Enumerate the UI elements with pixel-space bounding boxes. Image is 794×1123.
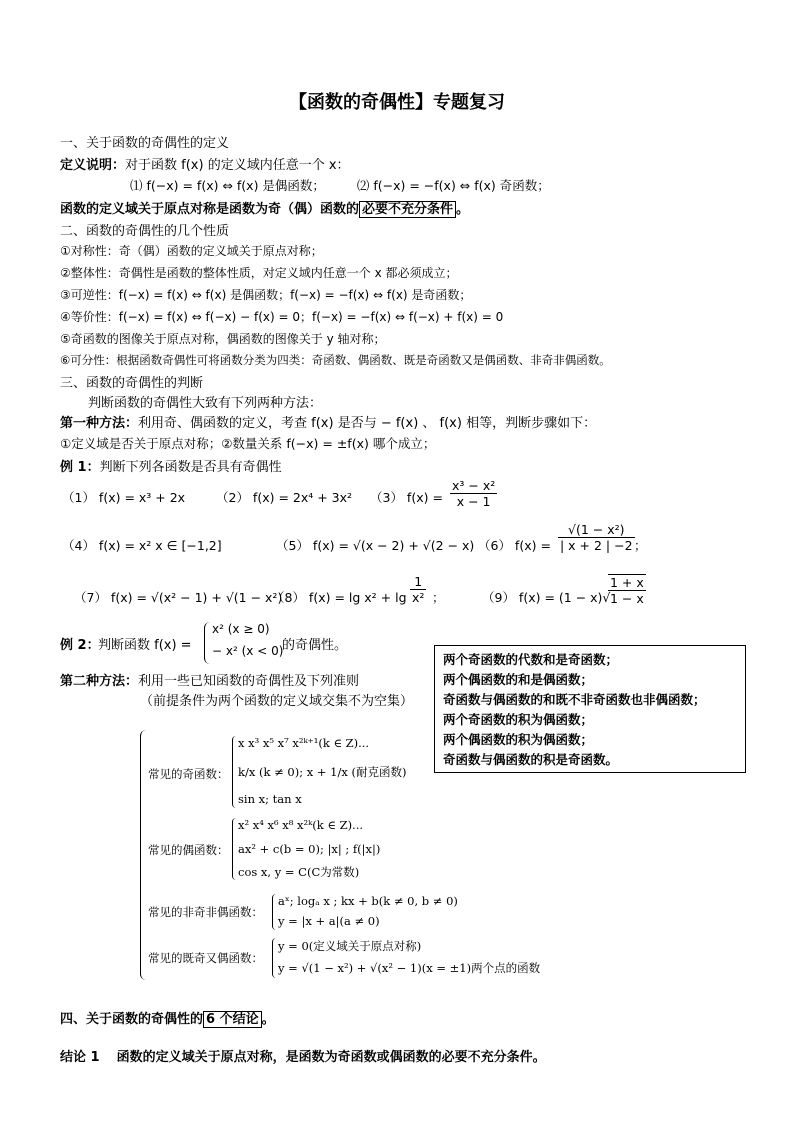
rule-item: 两个奇函数的代数和是奇函数；	[443, 652, 619, 667]
even-function-item: ax² + c(b = 0); |x| ; f(|x|)	[238, 842, 381, 856]
example-2-brace	[204, 622, 211, 664]
ex1-item-9-prefix: （9） f(x) = (1 − x)√	[482, 590, 611, 605]
even-functions-brace	[232, 818, 237, 880]
conclusion-1-text: 函数的定义域关于原点对称，是函数为奇函数或偶函数的必要不充分条件。	[116, 1050, 546, 1065]
ex1-item-9-denominator: 1 − x	[610, 591, 644, 606]
ex1-item-4: （4） f(x) = x² x ∈ [−1,2]	[62, 538, 222, 553]
odd-function-item: x x³ x⁵ x⁷ x²ᵏ⁺¹(k ∈ Z)...	[238, 736, 370, 750]
even-function-item: x² x⁴ x⁶ x⁸ x²ᵏ(k ∈ Z)...	[238, 818, 364, 832]
definition-case-1: ⑴ f(−x) = f(x) ⇔ f(x) 是偶函数；	[130, 178, 325, 193]
ex1-item-6-prefix: （6） f(x) =	[478, 538, 551, 553]
neither-functions-label: 常见的非奇非偶函数：	[148, 905, 263, 919]
definition-text: 对于函数 f(x) 的定义域内任意一个 x：	[125, 158, 350, 173]
both-functions-label: 常见的既奇又偶函数：	[148, 951, 263, 965]
ex1-item-7: （7） f(x) = √(x² − 1) + √(1 − x²)	[74, 590, 283, 605]
method-2	[60, 670, 359, 689]
method-2-note: （前提条件为两个函数的定义域交集不为空集）	[140, 694, 414, 709]
ex1-item-6-end: ；	[634, 538, 647, 553]
property-2: ②整体性：奇偶性是函数的整体性质，对定义域内任意一个 x 都必须成立；	[60, 266, 458, 280]
odd-function-item: sin x; tan x	[238, 792, 302, 806]
odd-functions-brace	[232, 736, 237, 808]
section-3-intro: 判断函数的奇偶性大致有下列两种方法：	[88, 396, 323, 411]
ex1-item-3-numerator: x³ − x²	[452, 478, 496, 493]
conclusion-1	[60, 1046, 546, 1065]
ex1-item-3-prefix: （3） f(x) =	[370, 490, 443, 505]
neither-functions-brace	[272, 894, 277, 930]
example-2-case-2: − x² (x < 0)	[212, 644, 284, 658]
property-1: ①对称性：奇（偶）函数的定义域关于原点对称；	[60, 244, 323, 258]
key-end: 。	[456, 202, 470, 217]
section-2-heading: 二、函数的奇偶性的几个性质	[60, 224, 230, 239]
property-6: ⑥可分性：根据函数奇偶性可将函数分类为四类：奇函数、偶函数、既是奇函数又是偶函数、非奇非偶函数。	[60, 353, 611, 367]
property-4: ④等价性：f(−x) = f(x) ⇔ f(−x) − f(x) = 0；f(−x) = −f(x) ⇔ f(−x) + f(x) = 0	[60, 310, 504, 324]
method-1-label: 第一种方法：	[60, 416, 139, 431]
odd-functions-group	[148, 736, 518, 808]
ex1-item-8-prefix: （8） f(x) = lg x² + lg	[272, 590, 407, 605]
ex1-item-9-fraction	[608, 574, 646, 606]
both-function-item: y = √(1 − x²) + √(x² − 1)(x = ±1)两个点的函数	[278, 961, 541, 975]
odd-function-item: k/x (k ≠ 0); x + 1/x (耐克函数)	[238, 765, 407, 779]
ex1-item-8-end: ；	[432, 590, 445, 605]
example-2-case-1: x² (x ≥ 0)	[212, 622, 270, 636]
property-5: ⑤奇函数的图像关于原点对称，偶函数的图像关于 y 轴对称；	[60, 332, 386, 346]
method-1-steps: ①定义域是否关于原点对称；②数量关系 f(−x) = ±f(x) 哪个成立；	[60, 436, 436, 451]
property-3: ③可逆性：f(−x) = f(x) ⇔ f(x) 是偶函数；f(−x) = −f(x) ⇔ f(x) 是奇函数；	[60, 288, 472, 302]
ex1-item-3-denominator: x − 1	[456, 494, 491, 509]
even-functions-group	[148, 818, 518, 880]
ex1-item-1: （1） f(x) = x³ + 2x	[62, 490, 186, 505]
ex1-item-8-numerator: 1	[410, 574, 426, 590]
section-4-boxed: 6 个结论	[203, 1011, 262, 1028]
rule-item: 奇函数与偶函数的积是奇函数。	[443, 752, 619, 767]
example-1-text: 判断下列各函数是否具有奇偶性	[99, 460, 282, 475]
method-1	[60, 412, 596, 431]
definition-line	[60, 154, 350, 173]
ex1-item-6-numerator: √(1 − x²)	[558, 522, 635, 538]
key-text: 函数的定义域关于原点对称是函数为奇（偶）函数的	[60, 202, 360, 217]
ex1-item-6-denominator: | x + 2 | −2	[560, 538, 633, 553]
ex1-item-9-numerator: 1 + x	[610, 575, 644, 590]
conclusion-1-label: 结论 1	[60, 1050, 100, 1065]
even-functions-label: 常见的偶函数：	[148, 843, 229, 857]
neither-function-item: y = |x + a|(a ≠ 0)	[278, 914, 380, 928]
key-statement	[60, 198, 469, 217]
ex1-item-8-denominator: x²	[412, 590, 425, 605]
rule-item: 两个奇函数的积为偶函数；	[443, 712, 594, 727]
section-4-end: 。	[261, 1012, 275, 1027]
section-3-heading: 三、函数的奇偶性的判断	[60, 376, 204, 391]
both-function-item: y = 0(定义域关于原点对称)	[278, 939, 422, 953]
section-4-heading	[60, 1008, 275, 1027]
both-functions-brace	[272, 938, 277, 978]
method-1-text: 利用奇、偶函数的定义，考查 f(x) 是否与 − f(x) 、 f(x) 相等，判断步骤如下：	[138, 416, 597, 431]
ex1-item-3-fraction	[450, 478, 497, 509]
example-2	[60, 622, 460, 666]
ex1-item-2: （2） f(x) = 2x⁴ + 3x²	[216, 490, 353, 505]
example-1-label: 例 1：	[60, 460, 100, 475]
rule-item: 两个偶函数的积为偶函数；	[443, 732, 594, 747]
even-function-item: cos x, y = C(C为常数)	[238, 865, 360, 879]
example-2-label: 例 2：	[60, 638, 100, 653]
page-title: 【函数的奇偶性】专题复习	[289, 92, 505, 113]
rule-item: 奇函数与偶函数的和既不非奇函数也非偶函数；	[443, 692, 706, 707]
definition-case-2: ⑵ f(−x) = −f(x) ⇔ f(x) 奇函数；	[356, 178, 550, 193]
neither-functions-group	[148, 894, 518, 930]
example-2-suffix: 的奇偶性。	[282, 638, 348, 653]
definition-label: 定义说明：	[60, 158, 126, 173]
definition-cases	[130, 176, 550, 194]
odd-functions-label: 常见的奇函数：	[148, 767, 229, 781]
ex1-item-5: （5） f(x) = √(x − 2) + √(2 − x)	[276, 538, 475, 553]
key-boxed: 必要不充分条件	[359, 201, 456, 218]
section-4-prefix: 四、关于函数的奇偶性的	[60, 1012, 204, 1027]
method-2-label: 第二种方法：	[60, 674, 139, 689]
rule-item: 两个偶函数的和是偶函数；	[443, 672, 594, 687]
ex1-item-6-fraction	[558, 522, 635, 553]
example-2-prefix: 判断函数 f(x) =	[98, 638, 192, 653]
example-1	[60, 456, 282, 475]
section-1-heading: 一、关于函数的奇偶性的定义	[60, 136, 230, 151]
neither-function-item: aˣ; logₐ x ; kx + b(k ≠ 0, b ≠ 0)	[278, 894, 458, 908]
method-2-text: 利用一些已知函数的奇偶性及下列准则	[138, 674, 360, 689]
ex1-item-8-fraction	[410, 574, 426, 605]
both-functions-group	[148, 938, 541, 978]
